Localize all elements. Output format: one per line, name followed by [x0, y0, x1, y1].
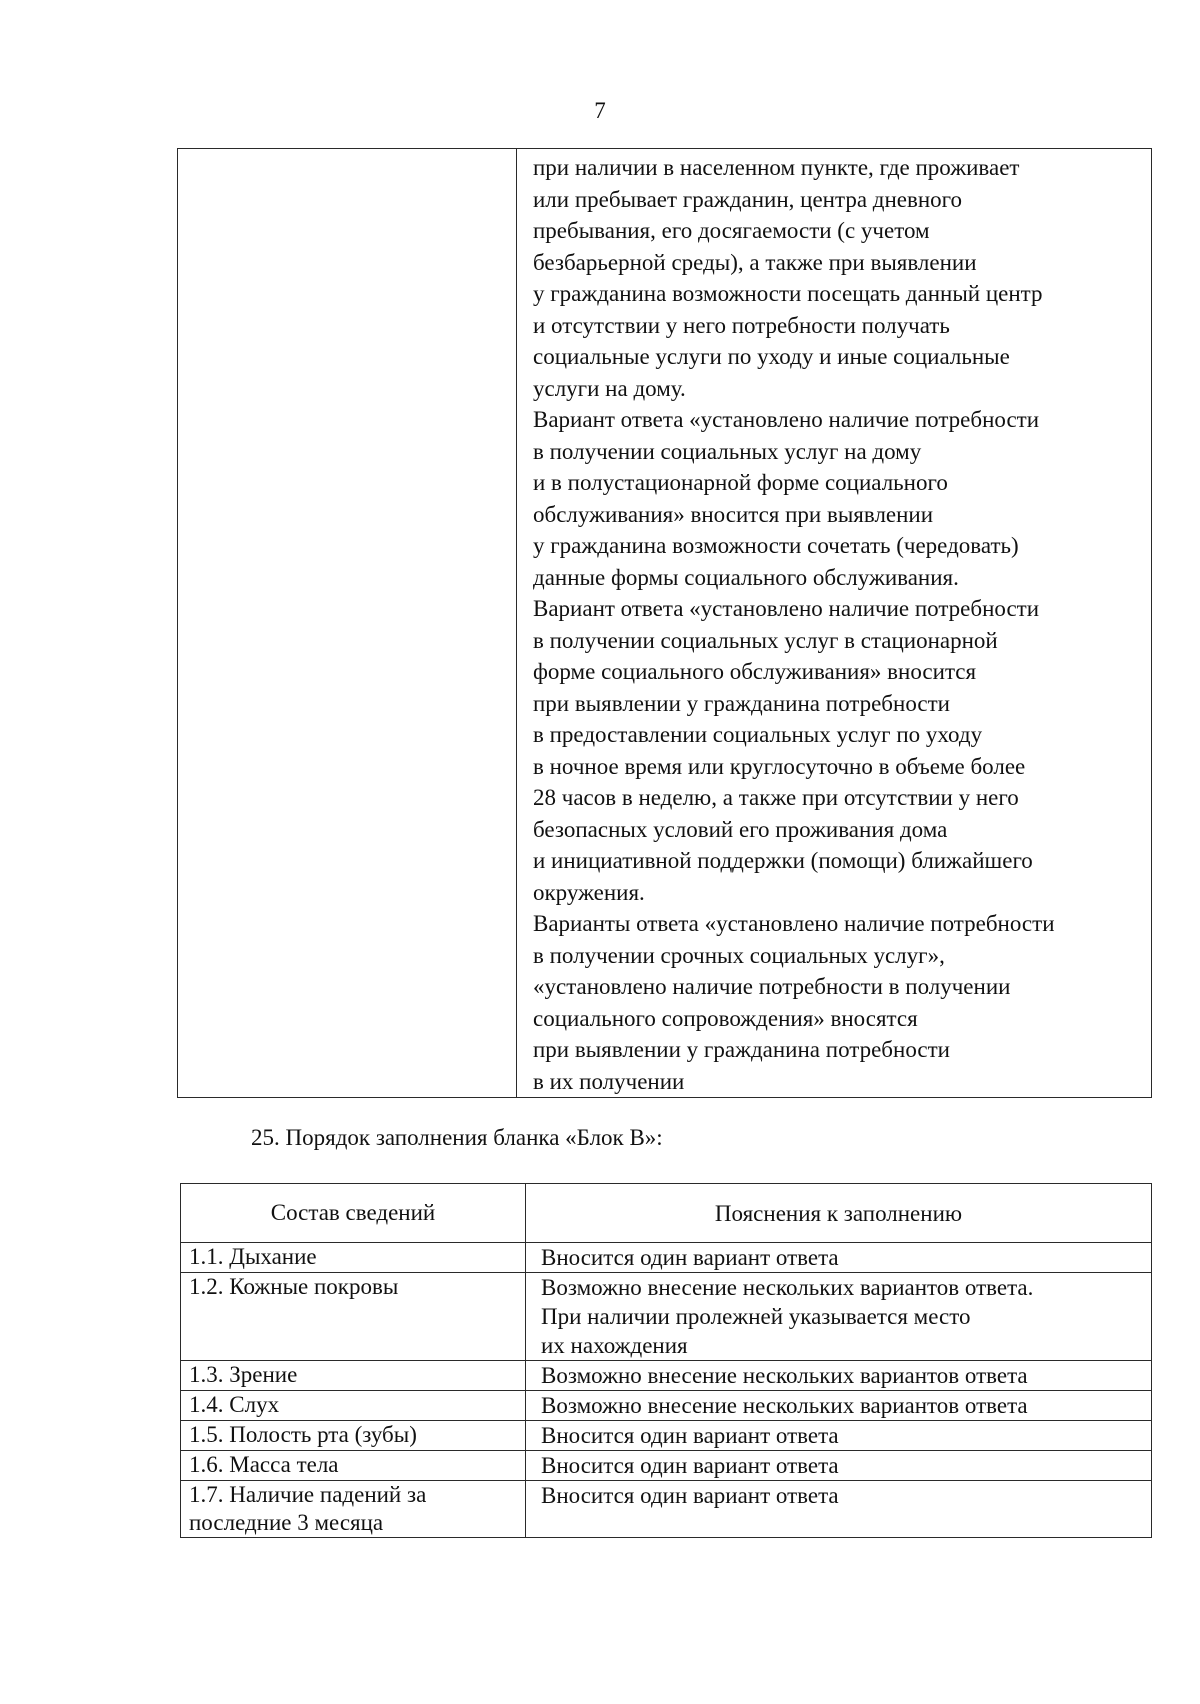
- paragraph: при наличии в населенном пункте, где проживает или пребывает гражданин, центра дневного пребывания, его досягаемости (с учетом безбарьерной среды), а также при выявлении у гражданина возможности посещать данный центр и отсутствии у него потребности получать социальные услуги по уходу и иные социальные услуги на дому.: [533, 155, 1043, 401]
- paragraph: Варианты ответа «установлено наличие потребности в получении срочных социальных услуг», «установлено наличие потребности в получении социального сопровождения» вносятся при выявлении у гражданина потребности в их получении: [533, 911, 1055, 1094]
- explanation-text: Вносится один вариант ответа: [541, 1453, 839, 1478]
- table-row: [181, 1391, 1152, 1421]
- item-text: 1.3. Зрение: [189, 1362, 298, 1387]
- explanation-text: Возможно внесение нескольких вариантов ответа. При наличии пролежней указывается место их нахождения: [541, 1275, 1034, 1358]
- table-row: [181, 1481, 1152, 1538]
- column-header: Состав сведений: [181, 1184, 526, 1243]
- block-b-table: [180, 1183, 1152, 1538]
- item-text: 1.5. Полость рта (зубы): [189, 1422, 417, 1447]
- table-row: [178, 149, 1152, 1098]
- table-row: [181, 1451, 1152, 1481]
- explanation-cell: [526, 1273, 1152, 1361]
- section-heading: 25. Порядок заполнения бланка «Блок В»:: [251, 1125, 663, 1150]
- explanation-text: Вносится один вариант ответа: [541, 1245, 839, 1270]
- item-text: 1.1. Дыхание: [189, 1244, 317, 1269]
- table-row: [181, 1243, 1152, 1273]
- paragraph: Вариант ответа «установлено наличие потребности в получении социальных услуг в стационарной форме социального обслуживания» вносится при выявлении у гражданина потребности в предоставлении социальных услуг по уходу в ночное время или круглосуточно в объеме более 28 часов в неделю, а также при отсутствии у него безопасных условий его проживания дома и инициативной поддержки (помощи) ближайшего окружения.: [533, 596, 1040, 905]
- item-text: 1.4. Слух: [189, 1392, 280, 1417]
- explanation-text: Возможно внесение нескольких вариантов ответа: [541, 1363, 1028, 1388]
- item-cell: [181, 1421, 526, 1451]
- explanation-text: Вносится один вариант ответа: [541, 1423, 839, 1448]
- table-header-row: [181, 1184, 1152, 1243]
- empty-left-cell: [178, 149, 517, 1098]
- explanation-text: Возможно внесение нескольких вариантов ответа: [541, 1393, 1028, 1418]
- item-cell: [181, 1391, 526, 1421]
- item-cell: [181, 1243, 526, 1273]
- item-cell: [181, 1273, 526, 1361]
- table-row: [181, 1421, 1152, 1451]
- page-number: 7: [594, 98, 606, 123]
- item-cell: [181, 1481, 526, 1538]
- column-header: Пояснения к заполнению: [526, 1184, 1152, 1243]
- item-text: 1.2. Кожные покровы: [189, 1274, 399, 1299]
- explanation-cell: [526, 1243, 1152, 1273]
- item-text: 1.6. Масса тела: [189, 1452, 339, 1477]
- explanation-cell: [526, 1481, 1152, 1538]
- explanation-cell: [526, 1391, 1152, 1421]
- explanation-cell: [526, 1421, 1152, 1451]
- explanation-cell: [526, 1451, 1152, 1481]
- continuation-table: [177, 148, 1152, 1098]
- item-cell: [181, 1451, 526, 1481]
- explanation-cell: [526, 1361, 1152, 1391]
- explanation-cell: [517, 149, 1152, 1098]
- table-row: [181, 1361, 1152, 1391]
- table-row: [181, 1273, 1152, 1361]
- item-text: 1.7. Наличие падений за последние 3 месяца: [189, 1482, 427, 1535]
- explanation-text: Вносится один вариант ответа: [541, 1483, 839, 1508]
- paragraph: Вариант ответа «установлено наличие потребности в получении социальных услуг на дому и в полустационарной форме социального обслуживания» вносится при выявлении у гражданина возможности сочетать (чередовать) данные формы социального обслуживания.: [533, 407, 1040, 590]
- item-cell: [181, 1361, 526, 1391]
